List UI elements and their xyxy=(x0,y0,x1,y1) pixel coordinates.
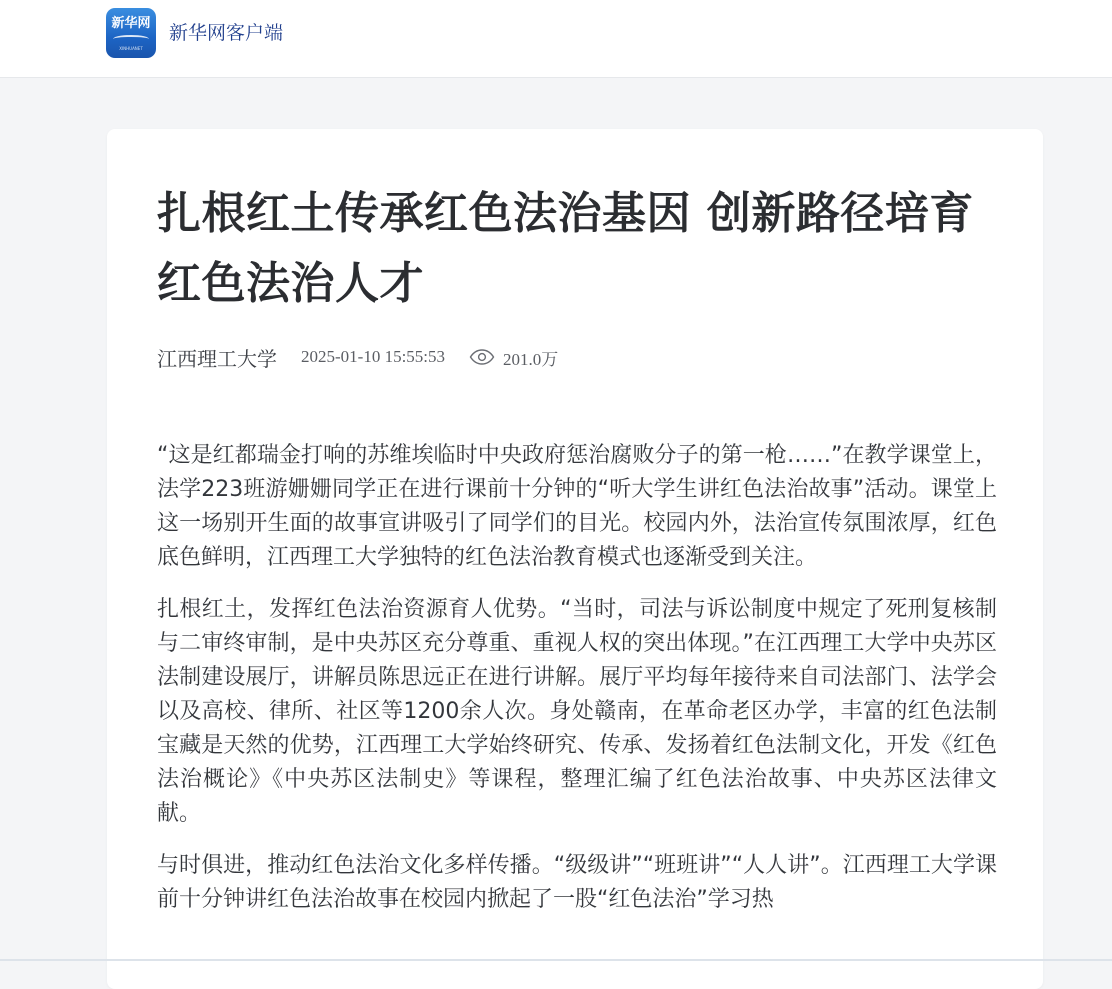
article-paragraph: 扎根红土，发挥红色法治资源育人优势。“当时，司法与诉讼制度中规定了死刑复核制与二审终审制，是中央苏区充分尊重、重视人权的突出体现。”在江西理工大学中央苏区法制建设展厅，讲解员陈思远正在进行讲解。展厅平均每年接待来自司法部门、法学会以及高校、律所、社区等1200余人次。身处赣南，在革命老区办学，丰富的红色法制宝藏是天然的优势，江西理工大学始终研究、传承、发扬着红色法制文化，开发《红色法治概论》《中央苏区法制史》等课程，整理汇编了红色法治故事、中央苏区法律文献。 xyxy=(157,593,997,831)
article-meta xyxy=(157,343,558,371)
app-name[interactable]: 新华网客户端 xyxy=(169,20,283,46)
eye-icon xyxy=(469,349,495,365)
article-paragraph: 与时俱进，推动红色法治文化多样传播。“级级讲”“班班讲”“人人讲”。江西理工大学课前十分钟讲红色法治故事在校园内掀起了一股“红色法治”学习热 xyxy=(157,849,997,917)
app-header xyxy=(0,0,1112,78)
xinhua-logo[interactable] xyxy=(106,8,156,58)
article-card xyxy=(107,129,1043,989)
logo-text: 新华网 xyxy=(106,16,156,32)
article-title: 扎根红土传承红色法治基因 创新路径培育红色法治人才 xyxy=(157,179,997,319)
article-datetime: 2025-01-10 15:55:53 xyxy=(301,347,445,367)
view-count-text: 201.0万 xyxy=(503,345,558,370)
article-body xyxy=(157,439,997,935)
logo-subtext: XINHUANET xyxy=(106,46,156,51)
article-source: 江西理工大学 xyxy=(157,343,277,372)
view-count xyxy=(469,345,558,370)
logo-swoosh xyxy=(113,35,149,43)
article-paragraph: “这是红都瑞金打响的苏维埃临时中央政府惩治腐败分子的第一枪……”在教学课堂上，法学223班游姗姗同学正在进行课前十分钟的“听大学生讲红色法治故事”活动。课堂上这一场别开生面的故事宣讲吸引了同学们的目光。校园内外，法治宣传氛围浓厚，红色底色鲜明，江西理工大学独特的红色法治教育模式也逐渐受到关注。 xyxy=(157,439,997,575)
